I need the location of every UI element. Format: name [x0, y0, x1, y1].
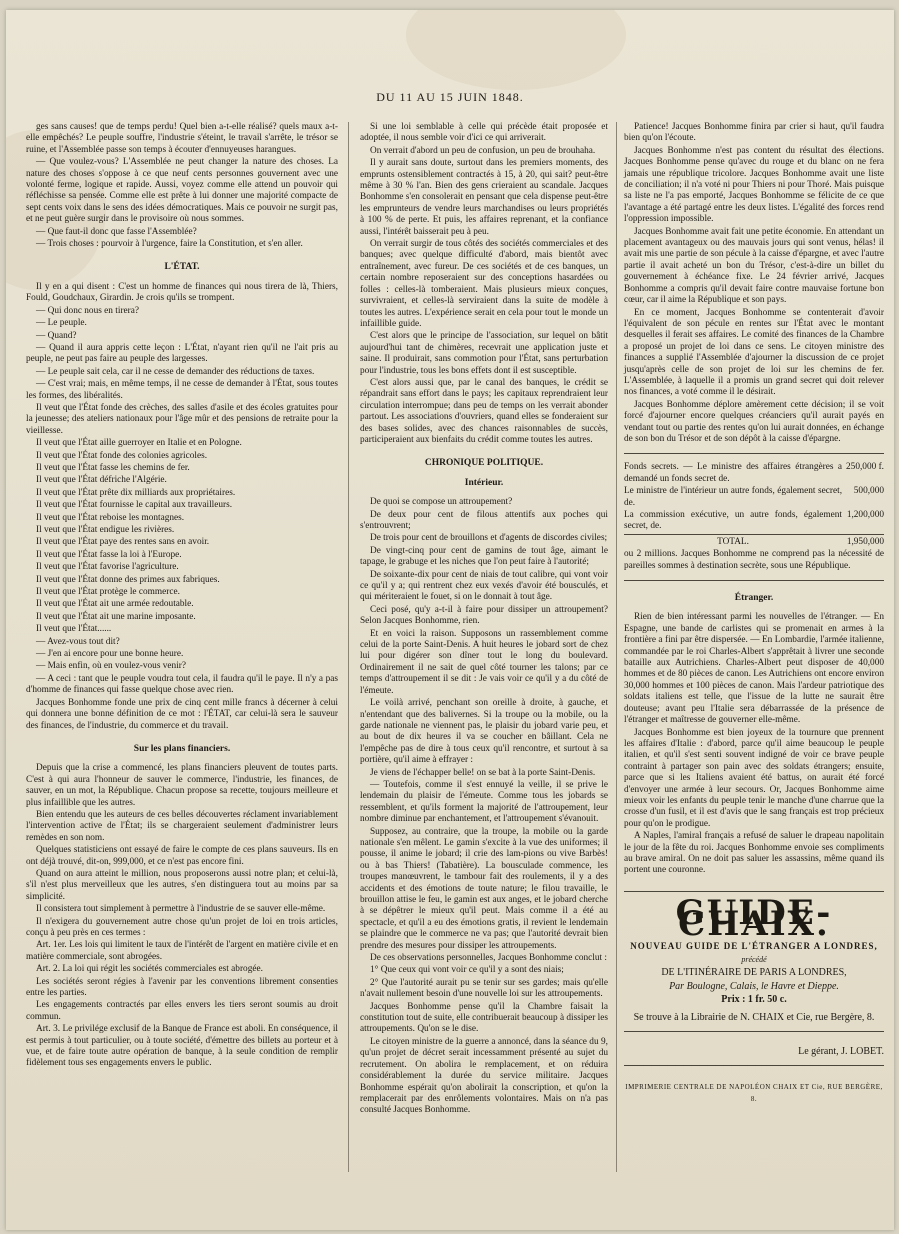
advert-preceded: précédé	[741, 955, 767, 964]
paragraph: Art. 1er. Les lois qui limitent le taux de l'intérêt de l'argent en matière civile et en matière commerciale, sont abrogées.	[26, 940, 338, 962]
paragraph: On verrait d'abord un peu de confusion, un peu de brouhaha.	[370, 145, 596, 156]
advert-line-1: DE L'ITINÉRAIRE DE PARIS A LONDRES,	[661, 967, 847, 979]
paragraph: — Que voulez-vous? L'Assemblée ne peut changer la nature des choses. La nature des choses s'oppose à ce que neuf cents personnes gouvernent avec une volonté ferme, logique et rapide. Aussi, voyez comme elle attend un pouvoir qui réfléchisse sa pensée. Comme elle est prête à lui donner une majorité compacte de sept cents voix dans le sens des idées démocratiques. Mais ce pouvoir ne surgit pas, et ne peut guère surgir dans le provisoire où nous sommes.	[26, 157, 338, 225]
paragraph: 1° Que ceux qui vont voir ce qu'il y a sont des niais;	[370, 965, 564, 976]
paragraph: Quand on aura atteint le million, nous proposerons aussi notre plan; et celui-là, s'il n'est plus merveilleux que les autres, s'en distinguera tout au moins par sa simplicité.	[26, 868, 338, 902]
advert-price: Prix : 1 fr. 50 c.	[721, 994, 787, 1006]
paragraph: Il veut que l'État fonde des crèches, des salles d'asile et des écoles gratuites pour la jeunesse; des ateliers nationaux pour l'âge mûr et des pensions de retraite pour la vieillesse.	[26, 402, 338, 436]
paragraph: Jacques Bonhomme est bien joyeux de la tournure que prennent les affaires d'Italie : d'abord, parce qu'il aime beaucoup le peuple italien, et qu'il s'est senti souvent indigné de voir ce brave peuple contraint à partager son pain avec des soldats étrangers; ensuite, parce que si les Italiens avaient été battus, on aurait été forcé d'envoyer une armée à leur secours. Or, Jacques Bonhomme aime mieux voir les enfants du peuple tenir le manche d'une charrue que la crosse d'un fusil, et il est d'avis que le sang français est trop précieux pour qu'on le prodigue.	[624, 727, 884, 829]
advert-line-2: Par Boulogne, Calais, le Havre et Dieppe.	[669, 980, 839, 992]
paragraph: Jacques Bonhomme fonde une prix de cinq cent mille francs à décerner à celui qui donnera une bonne définition de ce mot : l'ÉTAT, car celui-là sera le sauveur des finances, de l'industrie, du commerce et du travail.	[26, 697, 338, 731]
paragraph: — Trois choses : pourvoir à l'urgence, faire la Constitution, et s'en aller.	[36, 239, 303, 250]
paragraph: Il veut que l'État protège le commerce.	[36, 587, 180, 598]
paragraph: Il veut que l'État paye des rentes sans en avoir.	[36, 537, 210, 548]
paragraph: Jacques Bonhomme n'est pas content du résultat des élections. Jacques Bonhomme pense qu'avec du rouge et du blanc on ne fera jamais une république tricolore. Jacques Bonhomme avait une liste de conciliation; il n'a voté ni pour Thiers ni pour Thoré. Mais puisque sa liste ne l'a pas emporté, Jacques Bonhomme se félicite de ce que l'avantage a été partagé entre les deux listes. L'égalité des forces rend l'oppression impossible.	[624, 145, 884, 225]
divider	[624, 453, 884, 454]
advert-title: GUIDE-CHAIX.	[675, 892, 833, 945]
funds-label: La commission exécutive, un autre fonds, également secret, de.	[624, 510, 843, 532]
paragraph: De trois pour cent de brouillons et d'agents de discordes civiles;	[370, 533, 608, 544]
column-rule	[616, 122, 617, 1172]
paragraph: Le voilà arrivé, penchant son oreille à droite, à gauche, et n'entendant que des balivernes. Si la troupe ou la mobile, ou la garde nationale ne viennent pas, le plaisir du jobard varie peu, et au bout de dix heures il va se coucher en bâillant. Cela ne l'empêche pas de dire à tous ceux qu'il rencontre, et surtout à sa portière, qu'il aime à effrayer :	[360, 698, 608, 766]
paragraph: Il veut que l'État aille guerroyer en Italie et en Pologne.	[36, 438, 242, 449]
paragraph: Jacques Bonhomme pense qu'il la Chambre faisait la constitution tout de suite, elle contribuerait beaucoup à dissiper les attroupements. Qu'on se le dise.	[360, 1001, 608, 1035]
paragraph: De vingt-cinq pour cent de gamins de tout âge, aimant le tapage, le grabuge et les niches que l'on peut faire à l'autorité;	[360, 545, 608, 568]
column-middle	[360, 122, 608, 1118]
etranger-section	[624, 612, 884, 876]
paragraph: A Naples, l'amiral français a refusé de saluer le drapeau napolitain le jour de la fête du roi. Jacques Bonhomme envoie ses compliments au brave amiral. On ne doit pas saluer les assassins, même quand ils portent une couronne.	[624, 831, 884, 876]
paragraph: ges sans causes! que de temps perdu! Quel bien a-t-elle réalisé? quels maux a-t-elle empêchés? Le peuple souffre, l'industrie s'éteint, le travail s'arrête, le trésor se ruine, et l'Assemblée passe son temps à écouter d'ennuyeuses harangues.	[26, 122, 338, 155]
paragraph: Les engagements contractés par elles envers les tiers seront soumis au droit commun.	[26, 1000, 338, 1022]
funds-label: Le ministre de l'intérieur un autre fonds, également secret, de.	[624, 486, 843, 508]
paragraph: Si une loi semblable à celle qui précède était proposée et adoptée, il nous semble voir d'ici ce qui arriverait.	[360, 122, 608, 144]
paragraph: Patience! Jacques Bonhomme finira par crier si haut, qu'il faudra bien qu'on l'écoute.	[624, 122, 884, 144]
paper-stain	[406, 10, 626, 90]
funds-label: Fonds secrets. — Le ministre des affaires étrangères a demandé un fonds secret de.	[624, 462, 843, 484]
divider	[624, 1065, 884, 1066]
paragraph: C'est alors que le principe de l'association, sur lequel on bâtit aujourd'hui tant de chimères, recevrait une application juste et saine. Il produirait, sans commotion pour l'État, sans perturbation pour l'industrie, tous les bons effets dont il est susceptible.	[360, 331, 608, 376]
funds-comment: ou 2 millions. Jacques Bonhomme ne comprend pas la nécessité de pareilles sommes à destination secrète, sous une République.	[624, 549, 884, 571]
section-title-chronique: CHRONIQUE POLITIQUE.	[424, 458, 544, 469]
paragraph: Le citoyen ministre de la guerre a annoncé, dans la séance du 9, qu'un projet de décret serait incessamment présenté au sujet du recrutement. On abolira le remplacement, et on réduira considérablement la durée du service militaire. Jacques Bonhomme espérait qu'on abolirait la conscription, et qu'on la remplacerait par des enrôlements volontaires. Mais on n'a pas consulté Jacques Bonhomme.	[360, 1036, 608, 1116]
paragraph: — Qui donc nous en tirera?	[36, 305, 140, 316]
paragraph: — Mais enfin, où en voulez-vous venir?	[36, 661, 187, 672]
paragraph: Rien de bien intéressant parmi les nouvelles de l'étranger. — En Espagne, une bande de carlistes qui se promenait en armes à la frontière a fini par être dispersée. — En Lombardie, l'armée italienne, commandée par le roi Charles-Albert s'apprêtait à livrer une seconde bataille aux Autrichiens. Charles-Albert peut disposer de 40,000 hommes et de 80 pièces de canon. Les Autrichiens ont encore environ 30,000 hommes et 100 pièces de canon. Mais l'ardeur patriotique des soldats italiens est telle, que l'issue de la lutte ne saurait être douteuse; avant peu l'Italie sera débarrassée de la présence de l'étranger et maîtresse de gouverner elle-même.	[624, 612, 884, 726]
funds-total-value: 1,950,000	[842, 534, 884, 549]
advert-subtitle: NOUVEAU GUIDE DE L'ÉTRANGER A LONDRES,	[630, 940, 878, 951]
column-right	[624, 122, 884, 1105]
paragraph: — Que faut-il donc que fasse l'Assemblée?	[36, 226, 197, 237]
paragraph: 2° Que l'autorité aurait pu se tenir sur ses gardes; mais qu'elle n'avait nullement besoin d'une nouvelle loi sur les attroupements.	[360, 977, 608, 1000]
paragraph: De soixante-dix pour cent de niais de tout calibre, qui vont voir ce qu'il y a; qui rentrent chez eux vexés d'avoir été bousculés, et qui mériteraient le fouet, si on le donnait à tout âge.	[360, 569, 608, 603]
column-rule	[348, 122, 349, 1172]
advert-address: Se trouve à la Librairie de N. CHAIX et Cie, rue Bergère, 8.	[633, 1011, 875, 1023]
paragraph: — Avez-vous tout dit?	[36, 636, 120, 647]
paragraph: Quelques statisticiens ont essayé de faire le compte de ces plans sauveurs. Ils en ont déjà trouvé, dit-on, 999,000, et ce n'est pas encore fini.	[26, 845, 338, 867]
paragraph: Il veut que l'État fasse la loi à l'Europe.	[36, 549, 182, 560]
paragraph: Jacques Bonhomme déplore amèrement cette décision; il se voit forcé d'ajourner encore quelques créanciers qu'il aurait payés en vendant tout ou partie des rentes qu'on lui aurait données, en échange de son bon du Trésor et de son dépôt à la caisse d'épargne.	[624, 399, 884, 444]
paragraph: Il veut que l'État fournisse le capital aux travailleurs.	[36, 500, 233, 511]
paragraph: Il consistera tout simplement à permettre à l'industrie de se sauver elle-même.	[36, 904, 326, 915]
paragraph: Il veut que l'État fonde des colonies agricoles.	[36, 450, 208, 461]
paragraph: C'est alors aussi que, par le canal des banques, le crédit se répandrait sans effort dans le pays; les capitaux reprendraient leur circulation interrompue; dans peu de temps on les verrait abonder partout. Les associations d'ouvriers, quand elles se fonderaient sur des bases solides, avec des chances raisonnables de succès, participeraient aux bienfaits du crédit comme toutes les autres.	[360, 377, 608, 445]
paragraph: — Quand il aura appris cette leçon : L'État, n'ayant rien qu'il ne l'ait pris au peuple, ne peut pas faire au peuple des largesses.	[26, 342, 338, 365]
secret-funds-table	[624, 462, 884, 549]
paragraph: Depuis que la crise a commencé, les plans financiers pleuvent de toutes parts. C'est à qui aura l'honneur de sauver le commerce, l'industrie, les finances, de sauver, en un mot, la République. Chacun propose sa recette, toujours meilleure et plus infaillible que les autres.	[26, 763, 338, 808]
paragraph: — A ceci : tant que le peuple voudra tout cela, il faudra qu'il le paye. Il n'y a pas d'homme de finances qui fasse quelque chose avec rien.	[26, 673, 338, 696]
bonhomme-section	[624, 122, 884, 445]
funds-value: 250,000 f.	[846, 462, 884, 473]
interieur-section	[360, 497, 608, 1117]
paragraph: En ce moment, Jacques Bonhomme se contenterait d'avoir l'équivalent de son pécule en rentes sur l'État avec le montant desquelles il ferait ses affaires. Le comité des finances de la Chambre a proposé un projet de loi dans ce sens. Le citoyen ministre des finances a supplié l'Assemblée d'ajourner la discussion de ce projet jusqu'après celle de son projet de loi sur les chemins de fer. L'Assemblée, à laquelle il a promis un grand secret qui doit relever nos finances, a voté comme il le désirait.	[624, 307, 884, 398]
paragraph: Il veut que l'État fasse les chemins de fer.	[36, 462, 190, 473]
section-title-etat: L'ÉTAT.	[164, 262, 200, 273]
page-header-date: DU 11 AU 15 JUIN 1848.	[376, 90, 524, 104]
guide-chaix-advert	[624, 892, 884, 1023]
paragraph: Art. 3. Le privilége exclusif de la Banque de France est aboli. En conséquence, il est permis à tout particulier, ou à toute société, d'émettre des billets au porteur et à vue, et de faire toute autre opération de banque, à la seule condition de remplir fidèlement tous ses engagements envers le public.	[26, 1024, 338, 1069]
plans-continued	[360, 122, 608, 446]
paragraph: Il veut que l'État favorise l'agriculture.	[36, 562, 179, 573]
etat-section	[26, 282, 338, 732]
divider	[624, 580, 884, 581]
paragraph: Art. 2. La loi qui régit les sociétés commerciales est abrogée.	[36, 964, 263, 975]
paragraph: De ces observations personnelles, Jacques Bonhomme conclut :	[370, 953, 608, 964]
printer-credit: IMPRIMERIE CENTRALE DE NAPOLÉON CHAIX ET Cie, RUE BERGÈRE, 8.	[625, 1083, 883, 1103]
paragraph: Et en voici la raison. Supposons un rassemblement comme celui de la porte Saint-Denis. A huit heures le jobard sort de chez lui pour digérer son dîner tout le long du boulevard. Ordinairement il ne sait de quel côté tourner les talons; par ce temps d'attroupement il se dit : Je vais voir ce qu'il y a du côté de l'émeute.	[360, 628, 608, 696]
section-title-etranger: Étranger.	[734, 593, 774, 604]
paragraph: — C'est vrai; mais, en même temps, il ne cesse de demander à l'État, sous toutes les formes, des libéralités.	[26, 379, 338, 401]
funds-row	[624, 510, 884, 534]
paragraph: Il veut que l'État ait une armée redoutable.	[36, 599, 194, 610]
paragraph: Il veut que l'État......	[36, 624, 112, 635]
paragraph: — J'en ai encore pour une bonne heure.	[36, 649, 184, 660]
section-title-interieur: Intérieur.	[464, 477, 504, 488]
column-left	[26, 122, 338, 1071]
paragraph: — Le peuple.	[36, 318, 87, 329]
paragraph: Jacques Bonhomme avait fait une petite économie. En attendant un placement avantageux ou des mauvais jours qui sont venus, hélas! il avait mis une partie de son pécule à la caisse d'épargne, et avec l'autre partie il avait acheté un bon du Trésor, c'est-à-dire un billet du gouvernement à échéance fixe. Le 24 février arrivé, Jacques Bonhomme a compris qu'il devait faire contre mauvaise fortune bon cœur, car il aime la République et son pays.	[624, 226, 884, 306]
funds-row	[624, 486, 884, 510]
paragraph: — Quand?	[36, 330, 77, 341]
gerant-signature: Le gérant, J. LOBET.	[798, 1046, 884, 1058]
newspaper-page	[6, 10, 894, 1230]
paragraph: On verrait surgir de tous côtés des sociétés commerciales et des banques; avec quelque difficulté d'abord, mais bientôt avec entraînement, avec fureur. De ces sociétés et de ces banques, un certain nombre reposeraient sur des conceptions hasardées ou folles : celles-là tomberaient. Mais plusieurs mieux conçues, survivraient, et celles-là serviraient dans la suite de modèle à toutes les autres. L'expérience serait en cela pour tout le monde un infaillible guide.	[360, 239, 608, 329]
section-title-plans: Sur les plans financiers.	[133, 743, 231, 754]
paragraph: Il veut que l'État donne des primes aux fabriques.	[36, 574, 220, 585]
paragraph: Les sociétés seront régies à l'avenir par les conventions librement consenties entre les parties.	[26, 976, 338, 999]
divider	[624, 1031, 884, 1032]
paragraph: Bien entendu que les auteurs de ces belles découvertes réclament invariablement l'intervention active de l'État; ils se chargeraient seulement d'administrer leurs remèdes en son nom.	[26, 809, 338, 843]
funds-value: 500,000	[853, 486, 884, 497]
paragraph: Il veut que l'État reboise les montagnes.	[36, 512, 185, 523]
paragraph: De deux pour cent de filous attentifs aux poches qui s'entrouvrent;	[360, 509, 608, 531]
paragraph: Il n'exigera du gouvernement autre chose qu'un projet de loi en trois articles, conçu à peu près en ces termes :	[26, 916, 338, 938]
paragraph: Il veut que l'État défriche l'Algérie.	[36, 475, 167, 486]
funds-total-row	[624, 534, 884, 549]
paragraph: Il y en a qui disent : C'est un homme de finances qui nous tirera de là, Thiers, Fould, Goudchaux, Girardin. Je crois qu'ils se trompent.	[26, 281, 338, 304]
paragraph: Supposez, au contraire, que la troupe, la mobile ou la garde nationale s'en mêlent. Le gamin s'excite à la vue des uniformes; il pousse, il anime le jobard; il crie des lam-pions ou vive Barbès! ou à bas Thiers! (Tabatière). La bousculade commence, les troupes manœuvrent, le tambour fait des roulements, il y a des accidents et des émotions de toute nature; le filou travaille, le brouillon attise le feu, le gamin est aux anges, et le jobard cherche à se dépêtrer le mieux qu'il peut. Mais comme il a été au spectacle, et qu'il a eu des émotions gratis, il revient le lendemain se plaindre que le commerce ne va pas; que l'autorité devrait bien prendre des mesures pour dissiper les attroupements.	[360, 826, 608, 951]
intro-section	[26, 122, 338, 250]
paragraph: Il veut que l'État ait une marine imposante.	[36, 611, 196, 622]
paragraph: Ceci posé, qu'y a-t-il à faire pour dissiper un attroupement? Selon Jacques Bonhomme, rien.	[360, 604, 608, 627]
funds-value: 1,200,000	[846, 510, 884, 520]
plans-section	[26, 763, 338, 1070]
paragraph: — Toutefois, comme il s'est ennuyé la veille, il se prive le lendemain du plaisir de l'émeute. Comme tous les jobards se ressemblent, et qu'ils forment la majorité de l'attroupement, leur nombre diminue par enchantement, et l'attroupement s'évanouit.	[360, 779, 608, 825]
paragraph: De quoi se compose un attroupement?	[370, 497, 513, 508]
paragraph: — Le peuple sait cela, car il ne cesse de demander des réductions de taxes.	[36, 366, 315, 377]
paragraph: Je viens de l'échapper belle! on se bat à la porte Saint-Denis.	[370, 767, 596, 778]
paragraph: Il veut que l'État prête dix milliards aux propriétaires.	[36, 487, 236, 498]
funds-row	[624, 462, 884, 486]
divider	[624, 891, 884, 892]
paragraph: Il veut que l'État endigue les rivières.	[36, 525, 175, 535]
paragraph: Il y aurait sans doute, surtout dans les premiers moments, des emprunts ostensiblement contractés à 15, à 20, qui sait? peut-être même à 30 % l'an. Bien des gens crieraient au scandale. Jacques Bonhomme s'en consolerait en pensant que cela dispense peut-être les emprunteurs de vendre leurs marchandises ou leurs propriétés à 100 % de perte. Et puis, les affaires reprenant, et la confiance aussi, l'intérêt baisserait peu à peu.	[360, 158, 608, 237]
funds-total-label: TOTAL.	[624, 534, 842, 549]
